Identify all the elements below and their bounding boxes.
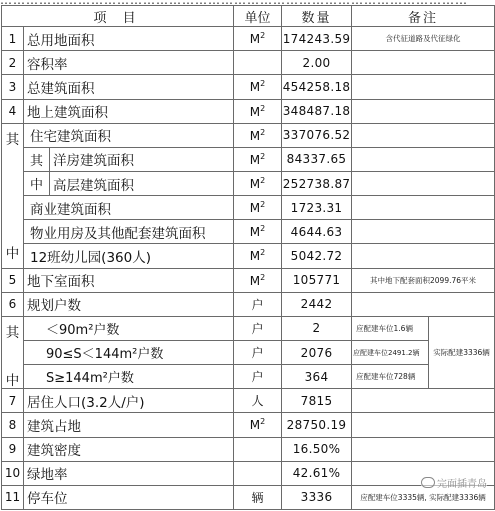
row-unit: 辆 (234, 485, 282, 509)
row-unit: $M^2$ (234, 123, 282, 147)
header-qty: 数量 (282, 6, 352, 27)
row-name: 建筑密度 (24, 437, 234, 461)
row-unit: $M^2$ (234, 220, 282, 244)
row-name: 洋房建筑面积 (50, 147, 234, 171)
row-note: 应配建车位2491.2辆 (352, 340, 429, 364)
table-row (2, 147, 495, 171)
row-unit: 户 (234, 292, 282, 316)
row-name: 90≤S＜144m²户数 (24, 340, 234, 364)
table-row (2, 51, 495, 75)
side-label-zhong-2: 中 (5, 372, 20, 389)
table-row (2, 75, 495, 99)
row-unit: 户 (234, 316, 282, 340)
row-name: 总用地面积 (24, 27, 234, 51)
row-number: 3 (2, 75, 24, 99)
row-value: 174243.59 (282, 27, 352, 51)
row-unit: $M^2$ (234, 99, 282, 123)
side-label-zhong: 中 (5, 245, 20, 262)
row-number: 8 (2, 413, 24, 437)
row-name: 物业用房及其他配套建筑面积 (24, 220, 234, 244)
merged-note: 实际配建3336辆 (429, 316, 495, 388)
row-number: 2 (2, 51, 24, 75)
wechat-icon (421, 477, 435, 488)
row-note: 应配建车位1.6辆 (352, 316, 429, 340)
row-note (352, 220, 495, 244)
row-unit: $M^2$ (234, 413, 282, 437)
row-note (352, 244, 495, 268)
row-number: 4 (2, 99, 24, 123)
row-unit: $M^2$ (234, 171, 282, 195)
row-name: 容积率 (24, 51, 234, 75)
row-note: 应配建车位728辆 (352, 365, 429, 389)
table-row (2, 413, 495, 437)
table-row (2, 123, 495, 147)
row-unit: $M^2$ (234, 27, 282, 51)
side-label-qi-zhong-2 (2, 316, 24, 388)
row-name: 12班幼儿园(360人) (24, 244, 234, 268)
sub-label-zhong: 中 (24, 171, 50, 195)
row-value: 16.50% (282, 437, 352, 461)
row-name: 规划户数 (24, 292, 234, 316)
row-name: 居住人口(3.2人/户) (24, 389, 234, 413)
row-value: 348487.18 (282, 99, 352, 123)
row-note (352, 196, 495, 220)
row-note (352, 51, 495, 75)
row-unit: $M^2$ (234, 244, 282, 268)
table-row (2, 99, 495, 123)
row-value: 2076 (282, 340, 352, 364)
row-name: 高层建筑面积 (50, 171, 234, 195)
row-unit (234, 437, 282, 461)
side-label-qi-2: 其 (5, 324, 20, 341)
side-label-qi: 其 (5, 131, 20, 148)
row-name: 总建筑面积 (24, 75, 234, 99)
row-number: 1 (2, 27, 24, 51)
table-row (2, 171, 495, 195)
row-name: ＜90m²户数 (24, 316, 234, 340)
row-value: 364 (282, 365, 352, 389)
row-note (352, 99, 495, 123)
row-value: 454258.18 (282, 75, 352, 99)
row-note (352, 147, 495, 171)
table-row (2, 316, 495, 340)
row-unit: $M^2$ (234, 268, 282, 292)
row-unit: 户 (234, 340, 282, 364)
row-name: 停车位 (24, 485, 234, 509)
row-value: 105771 (282, 268, 352, 292)
row-value: 3336 (282, 485, 352, 509)
table-row (2, 340, 495, 364)
row-number: 10 (2, 461, 24, 485)
row-note: 应配建车位3335辆, 实际配建3336辆 (352, 485, 495, 509)
header-item: 项 目 (2, 6, 234, 27)
row-unit: 人 (234, 389, 282, 413)
row-name: 建筑占地 (24, 413, 234, 437)
row-name: 地上建筑面积 (24, 99, 234, 123)
table-row (2, 27, 495, 51)
row-number: 9 (2, 437, 24, 461)
side-label-qi-zhong (2, 123, 24, 268)
row-value: 7815 (282, 389, 352, 413)
row-note (352, 75, 495, 99)
row-unit (234, 51, 282, 75)
table-row (2, 389, 495, 413)
row-number: 11 (2, 485, 24, 509)
row-value: 337076.52 (282, 123, 352, 147)
row-value: 28750.19 (282, 413, 352, 437)
row-note (352, 171, 495, 195)
top-cropped-text: ……………………………………………………………………………………………… (0, 0, 468, 7)
row-name: 住宅建筑面积 (24, 123, 234, 147)
row-number: 5 (2, 268, 24, 292)
sub-label-qi: 其 (24, 147, 50, 171)
row-value: 2.00 (282, 51, 352, 75)
row-value: 42.61% (282, 461, 352, 485)
row-note (352, 413, 495, 437)
row-number: 6 (2, 292, 24, 316)
row-note: 其中地下配套面积2099.76平米 (352, 268, 495, 292)
row-value: 2442 (282, 292, 352, 316)
header-unit: 单位 (234, 6, 282, 27)
row-name: S≥144m²户数 (24, 365, 234, 389)
table-row (2, 365, 495, 389)
row-unit: $M^2$ (234, 147, 282, 171)
table-row (2, 268, 495, 292)
table-row (2, 437, 495, 461)
row-note: 含代征道路及代征绿化 (352, 27, 495, 51)
row-value: 5042.72 (282, 244, 352, 268)
row-number: 7 (2, 389, 24, 413)
watermark (421, 475, 487, 490)
row-value: 252738.87 (282, 171, 352, 195)
table-row (2, 220, 495, 244)
row-value: 84337.65 (282, 147, 352, 171)
row-note (352, 437, 495, 461)
watermark-text: 完面插青岛 (437, 479, 487, 490)
row-name: 商业建筑面积 (24, 196, 234, 220)
row-note (352, 292, 495, 316)
row-unit: $M^2$ (234, 196, 282, 220)
row-unit (234, 461, 282, 485)
row-note (352, 123, 495, 147)
row-unit: 户 (234, 365, 282, 389)
area-index-table (1, 5, 495, 510)
row-name: 地下室面积 (24, 268, 234, 292)
table-row (2, 244, 495, 268)
table-row (2, 292, 495, 316)
row-value: 4644.63 (282, 220, 352, 244)
header-note: 备注 (352, 6, 495, 27)
row-name: 绿地率 (24, 461, 234, 485)
row-value: 1723.31 (282, 196, 352, 220)
row-unit: $M^2$ (234, 75, 282, 99)
header-row (2, 6, 495, 27)
row-value: 2 (282, 316, 352, 340)
table-row (2, 196, 495, 220)
row-note (352, 389, 495, 413)
